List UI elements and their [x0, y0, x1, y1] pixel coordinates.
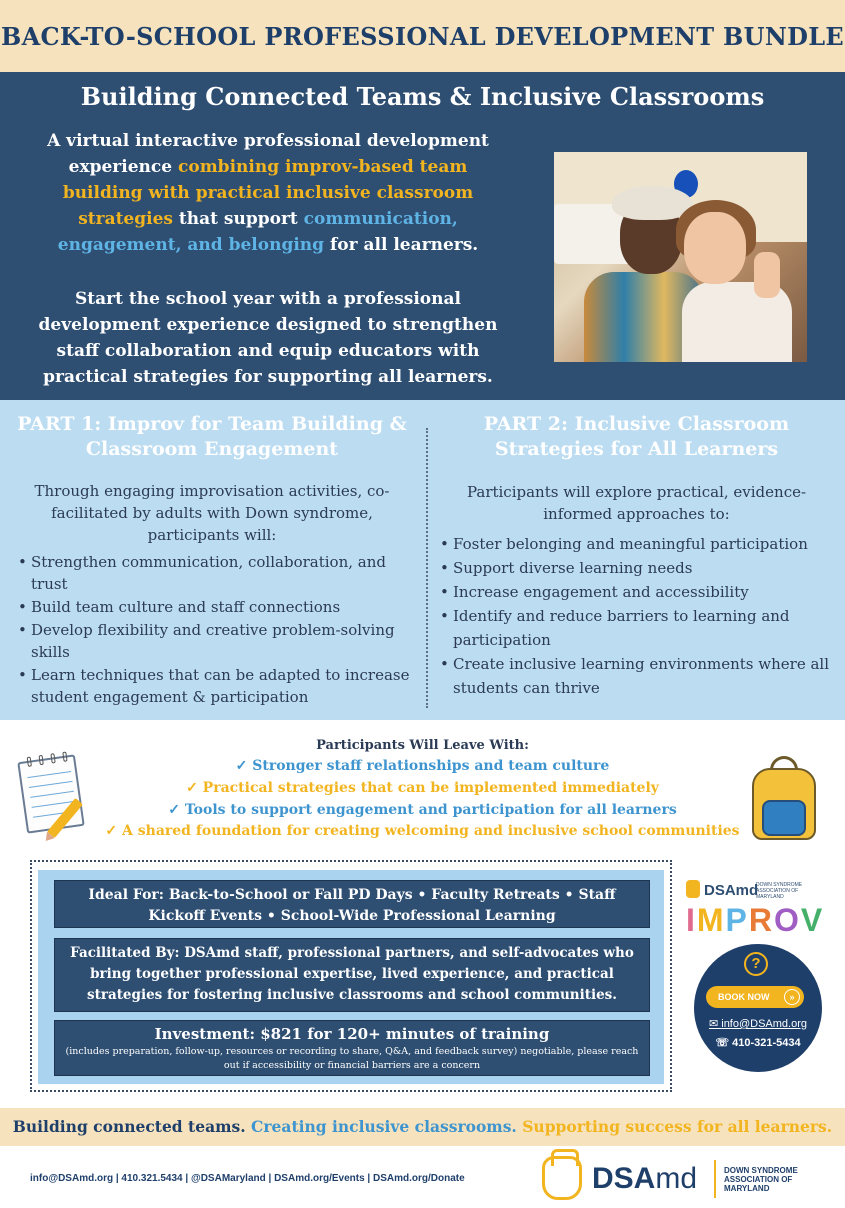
contact-email-link[interactable]: ✉ info@DSAmd.org: [708, 1018, 808, 1030]
outcome-item: ✓ Tools to support engagement and participation for all learners: [168, 802, 677, 818]
improv-letter: M: [696, 902, 726, 938]
chevron-right-icon: »: [784, 989, 800, 1005]
part-2-list: [428, 532, 845, 700]
footer: [0, 1146, 845, 1208]
hero-intro-highlight-blue: communication, engagement, and belonging: [57, 209, 458, 255]
facilitated-by-bar: Facilitated By: DSAmd staff, professional partners, and self-advocates who bring together professional expertise, lived experience, and practical strategies for fostering inclusive classrooms and school communities.: [54, 938, 650, 1012]
outcomes-title: Participants Will Leave With:: [316, 738, 529, 753]
backpack-icon: [748, 754, 820, 842]
list-item: • Identify and reduce barriers to learning and participation: [440, 604, 843, 652]
list-item: • Support diverse learning needs: [440, 556, 843, 580]
footer-links[interactable]: info@DSAmd.org | 410.321.5434 | @DSAMaryland | DSAmd.org/Events | DSAmd.org/Donate: [30, 1173, 465, 1184]
logo-org-name: DOWN SYNDROME ASSOCIATION OF MARYLAND: [724, 1166, 798, 1193]
list-item: • Build team culture and staff connections: [18, 596, 418, 618]
improv-word: [686, 902, 824, 939]
contact-email: info@DSAmd.org: [721, 1018, 808, 1030]
outcomes-section: [0, 720, 845, 850]
outcome-item: ✓ A shared foundation for creating welcoming and inclusive school communities: [105, 823, 740, 839]
dsamd-improv-logo: [686, 878, 825, 938]
list-item: • Increase engagement and accessibility: [440, 580, 843, 604]
logo-dsa: DSA: [592, 1162, 656, 1195]
tagline-part-2: Creating inclusive classrooms.: [251, 1117, 517, 1136]
investment-note: (includes preparation, follow-up, resources or recording to share, Q&A, and feedback survey) negotiable, please reach out if accessibility or financial barriers are a concern: [65, 1046, 639, 1071]
contact-phone-number: 410-321-5434: [732, 1037, 801, 1049]
hand-logo-icon: [686, 880, 700, 898]
list-item: • Foster belonging and meaningful participation: [440, 532, 843, 556]
dsamd-wordmark: [592, 1162, 697, 1196]
investment-text: Investment: $821 for 120+ minutes of training: [154, 1025, 550, 1043]
question-icon: ?: [744, 952, 768, 976]
list-item: • Develop flexibility and creative problem-solving skills: [18, 619, 418, 663]
details-box: [30, 860, 672, 1092]
tagline-bar: [0, 1108, 845, 1146]
hand-logo-icon: [542, 1156, 582, 1200]
outcome-item: ✓ Practical strategies that can be implemented immediately: [186, 780, 659, 796]
hero-intro-2: Start the school year with a professional development experience designed to strengthen staff collaboration and equip educators with practical strategies for supporting all learners.: [38, 289, 498, 387]
part-2-title: PART 2: Inclusive Classroom Strategies for All Learners: [483, 413, 790, 460]
hero-photo: [554, 152, 807, 362]
hero-intro-e: for all learners.: [324, 235, 479, 255]
details-inner: [38, 870, 664, 1084]
improv-letter: P: [725, 902, 749, 938]
hero-intro-highlight-yellow: combining improv-based team building with practical inclusive classroom strategies: [62, 157, 474, 229]
outcome-item: ✓ Stronger staff relationships and team culture: [235, 758, 610, 774]
list-item: • Strengthen communication, collaboration, and trust: [18, 551, 418, 595]
photo-person-2-head: [684, 212, 746, 284]
logo-md: md: [655, 1162, 698, 1195]
part-1-intro: Through engaging improvisation activities, co-facilitated by adults with Down syndrome, participants will:: [34, 482, 390, 544]
hero-intro: [28, 128, 508, 258]
list-item: • Learn techniques that can be adapted to increase student engagement & participation: [18, 664, 418, 708]
contact-circle: [694, 944, 822, 1072]
improv-letter: R: [748, 902, 774, 938]
improv-letter: V: [800, 902, 825, 938]
improv-letter: O: [774, 902, 801, 938]
hero-intro-c: that support: [172, 209, 304, 229]
investment-bar: [54, 1020, 650, 1076]
part-1-title: PART 1: Improv for Team Building & Classroom Engagement: [17, 413, 407, 460]
list-item: • Create inclusive learning environments where all students can thrive: [440, 652, 843, 700]
hero-intro-a: A virtual interactive professional development experience: [47, 131, 489, 177]
dsamd-logo: [542, 1154, 812, 1204]
improv-logo-ds: DSAmd: [704, 882, 759, 899]
part-2-intro: Participants will explore practical, evidence-informed approaches to:: [466, 483, 807, 523]
book-now-label: BOOK NOW: [718, 992, 770, 1002]
photo-peace-hand: [754, 252, 780, 298]
improv-letter: I: [686, 902, 697, 938]
logo-divider: [714, 1160, 716, 1198]
part-1-list: [0, 551, 424, 708]
part-1-column: [0, 400, 424, 709]
book-now-button[interactable]: [706, 986, 804, 1008]
hero-section: [0, 72, 845, 400]
backpack-pocket: [762, 800, 806, 836]
hero-subtitle: Building Connected Teams & Inclusive Classrooms: [80, 82, 765, 111]
top-banner: [0, 0, 845, 72]
tagline-part-1: Building connected teams.: [12, 1117, 246, 1136]
page-title: BACK-TO-SCHOOL PROFESSIONAL DEVELOPMENT BUNDLE: [1, 21, 844, 51]
contact-phone[interactable]: ☏ 410-321-5434: [715, 1037, 801, 1049]
parts-section: [0, 400, 845, 720]
part-2-column: [428, 400, 845, 700]
ideal-for-bar: Ideal For: Back-to-School or Fall PD Days • Faculty Retreats • Staff Kickoff Events • School-Wide Professional Learning: [54, 880, 650, 928]
improv-logo-org: DOWN SYNDROME ASSOCIATION OF MARYLAND: [756, 882, 803, 900]
tagline-part-3: Supporting success for all learners.: [522, 1117, 833, 1136]
